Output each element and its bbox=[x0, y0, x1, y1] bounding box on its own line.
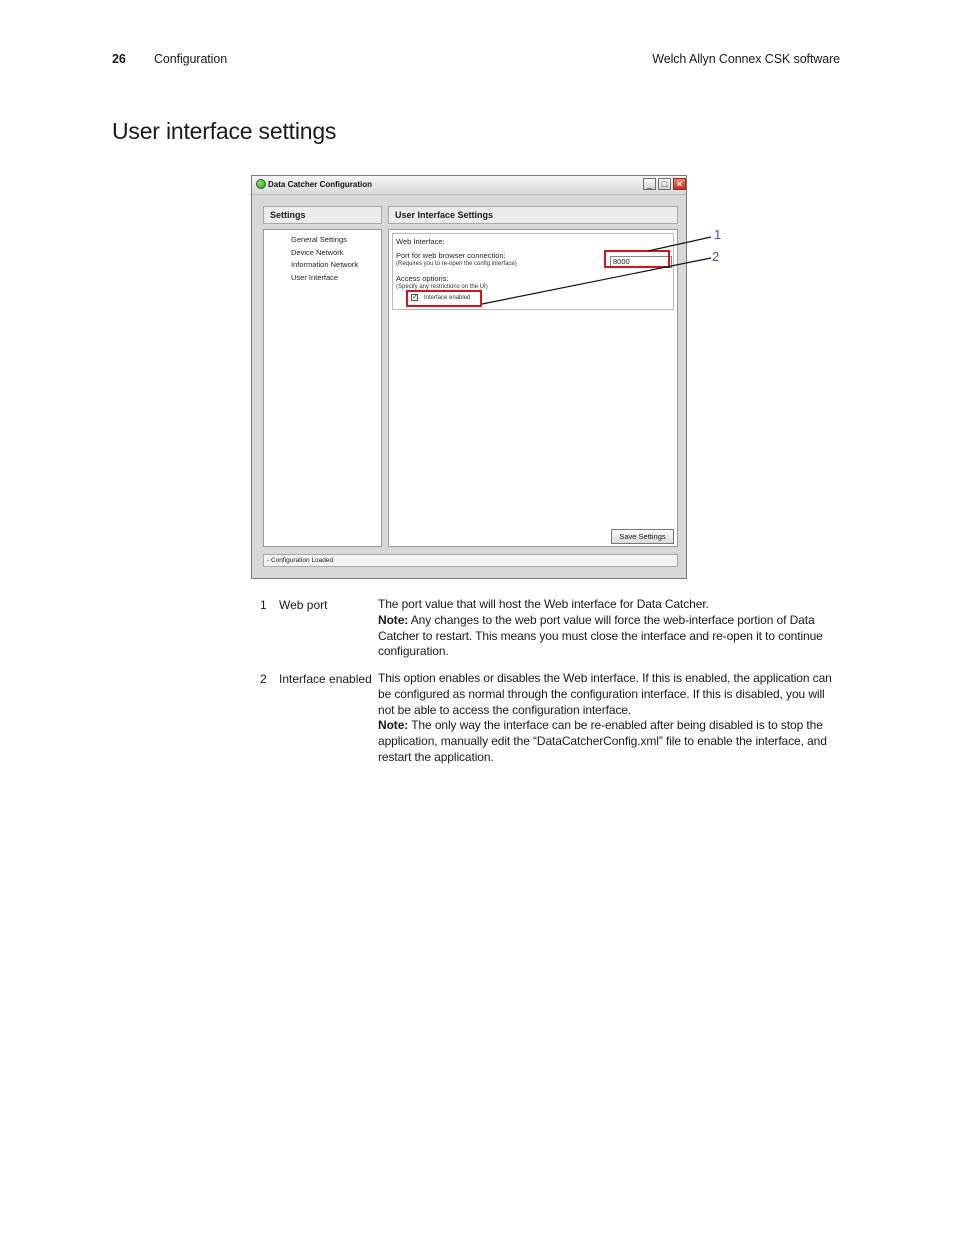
legend-1-note bbox=[378, 613, 838, 660]
legend-2-description bbox=[378, 671, 838, 766]
status-bar: - Configuration Loaded bbox=[263, 554, 678, 567]
access-options-label: Access options: bbox=[396, 274, 449, 283]
port-hint: (Requires you to re-open the config interface) bbox=[396, 261, 517, 267]
book-title: Welch Allyn Connex CSK software bbox=[652, 52, 840, 66]
minimize-icon[interactable]: _ bbox=[643, 178, 656, 190]
close-icon[interactable]: × bbox=[673, 178, 686, 190]
nav-item-information-network[interactable]: Information Network bbox=[291, 260, 359, 269]
nav-item-device-network[interactable]: Device Network bbox=[291, 247, 344, 257]
page-title: User interface settings bbox=[112, 118, 337, 144]
nav-item-general-settings[interactable]: General Settings bbox=[291, 235, 347, 244]
legend-1-text: The port value that will host the Web interface for Data Catcher. bbox=[378, 597, 709, 611]
callout-2-number: 2 bbox=[712, 249, 720, 264]
legend-2-note-text: The only way the interface can be re-enabled after being disabled is to stop the application, manually edit the “DataCatcherConfig.xml” file to enable the interface, and restart the application. bbox=[378, 718, 827, 764]
page-number: 26 bbox=[112, 52, 126, 66]
settings-panel-header: Settings bbox=[263, 206, 382, 224]
callout-1-line bbox=[648, 237, 711, 251]
legend-2-text: This option enables or disables the Web interface. If this is enabled, the application can be configured as normal through the configuration interface. If this is disabled, you will not be able to access the configuration interface. bbox=[378, 671, 832, 717]
window-title: Data Catcher Configuration bbox=[268, 180, 373, 189]
legend-2-name: Interface enabled bbox=[279, 672, 372, 686]
legend-2-note bbox=[378, 718, 838, 765]
interface-enabled-checkbox[interactable]: ✓ bbox=[412, 294, 418, 301]
legend-1-note-label: Note: bbox=[378, 612, 409, 627]
interface-enabled-label[interactable]: Interface enabled bbox=[424, 295, 471, 301]
web-port-input[interactable]: 8000 bbox=[610, 256, 672, 268]
callout-2-line bbox=[482, 258, 711, 304]
save-settings-button[interactable]: Save Settings bbox=[611, 529, 674, 544]
access-options-hint: (Specify any restrictions on the UI) bbox=[396, 284, 488, 290]
ui-settings-panel-header: User Interface Settings bbox=[388, 206, 678, 224]
port-label: Port for web browser connection: bbox=[396, 251, 506, 260]
legend-1-number: 1 bbox=[260, 598, 267, 612]
section-name: Configuration bbox=[154, 52, 228, 66]
legend-1-note-text: Any changes to the web port value will force the web-interface portion of Data Catcher to restart. This means you must close the interface and re-open it to continue configuration. bbox=[378, 612, 823, 659]
legend-2-number: 2 bbox=[260, 672, 267, 686]
maximize-icon[interactable]: □ bbox=[658, 178, 671, 190]
web-interface-group-label: Web Interface: bbox=[396, 237, 445, 246]
legend-2-note-label: Note: bbox=[378, 718, 409, 733]
callout-1-number: 1 bbox=[714, 227, 722, 242]
legend-1-description bbox=[378, 597, 838, 660]
legend-1-name: Web port bbox=[279, 598, 328, 612]
nav-item-user-interface[interactable]: User Interface bbox=[291, 272, 339, 282]
